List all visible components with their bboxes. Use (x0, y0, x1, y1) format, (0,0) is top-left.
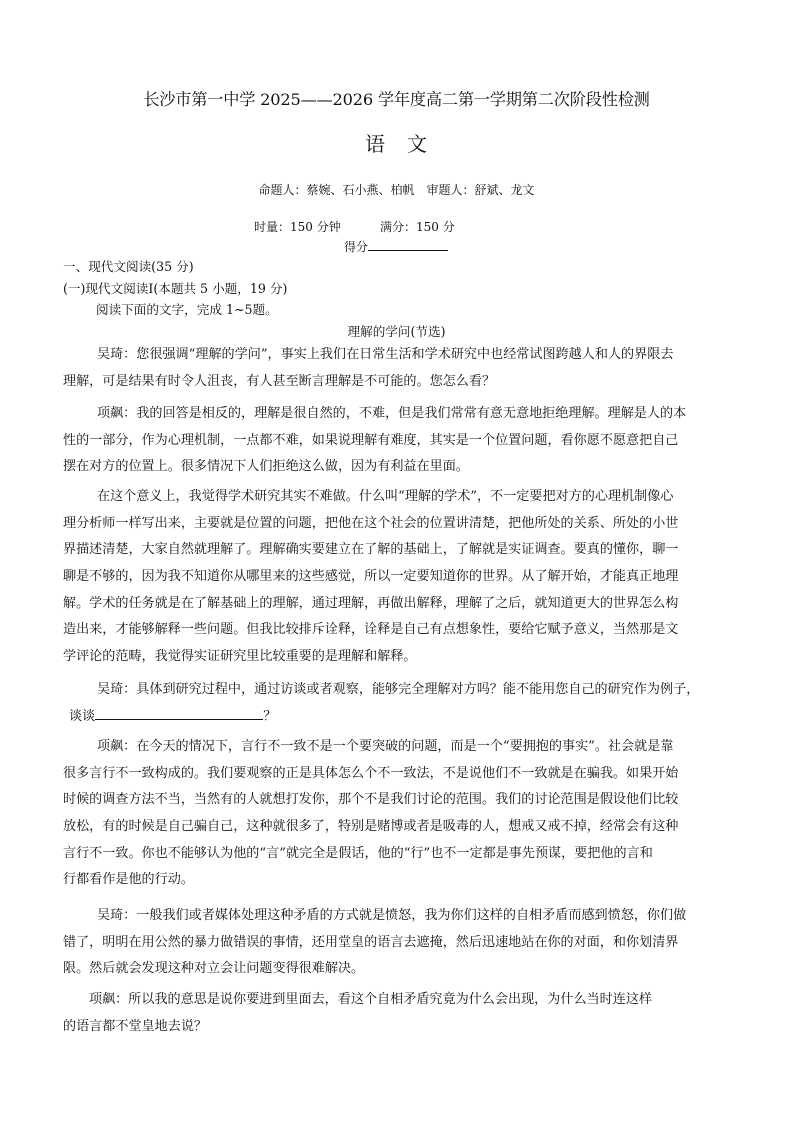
paragraph-6 (63, 903, 737, 983)
paragraph-line: 吴琦：您很强调“理解的学问”，事实上我们在日常生活和学术研究中也经常试图跨越人和人的界限去 (97, 347, 674, 362)
exam-title: 长沙市第一中学 2025——2026 学年度高二第一学期第二次阶段性检测 (143, 90, 650, 109)
paragraph-line-with-blank (63, 704, 737, 731)
paragraph-4 (63, 677, 737, 730)
paragraph-line: 在这个意义上，我觉得学术研究其实不难做。什么叫“理解的学术”，不一定要把对方的心理机制像心 (97, 489, 674, 504)
paragraph-line: 行都看作是他的行动。 (63, 872, 194, 888)
paragraph-line: 吴琦：具体到研究过程中，通过访谈或者观察，能够完全理解对方吗？能不能用您自己的研究作为例子， (97, 682, 700, 697)
paragraph-line: 限。然后就会发现这种对立会让问题变得很难解决。 (63, 961, 365, 977)
paragraph-line: 言行不一致。你也不能够认为他的“言”就完全是假话，他的“行”也不一定都是事先预谋，要把他的言和 (63, 845, 653, 861)
score-blank (368, 236, 448, 251)
paragraph-line: 理解，可是结果有时令人沮丧，有人甚至断言理解是不可能的。您怎么看？ (63, 373, 496, 389)
score-field (344, 236, 448, 255)
paragraph-line: 摆在对方的位置上。很多情况下人们拒绝这么做，因为有利益在里面。 (63, 459, 469, 475)
paragraph-line: 很多言行不一致构成的。我们要观察的正是具体怎么个不一致法，不是说他们不一致就是在骗我。如果开始 (63, 765, 679, 781)
section-heading: 一、现代文阅读(35 分) (63, 259, 194, 274)
paragraph-line: 放松，有的时候是自己骗自己，这种就很多了，特别是赌博或者是吸毒的人，想戒又戒不掉，经常会有这种 (63, 819, 679, 835)
paragraph-line: 时候的调查方法不当，当然有的人就想打发你，那个不是我们讨论的范围。我们的讨论范围是假设他们比较 (63, 792, 679, 808)
paragraph-line: 谈谈 (69, 708, 96, 724)
paragraph-line: 理分析师一样写出来，主要就是位置的问题，把他在这个社会的位置讲清楚，把他所处的关系、所处的小世 (63, 515, 679, 531)
score-field-label: 得分 (344, 240, 369, 254)
full-score: 满分：150 分 (380, 220, 455, 234)
paragraph-line: 项飙：在今天的情况下，言行不一致不是一个要突破的问题，而是一个“要拥抱的事实”。社会就是靠 (97, 739, 674, 754)
paragraph-line: 聊是不够的，因为我不知道你从哪里来的这些感觉，所以一定要知道你的世界。从了解开始，才能真正地理 (63, 569, 679, 585)
subject-title: 语 文 (365, 132, 428, 156)
paragraph-line: 的语言都不堂皇地去说？ (63, 1018, 208, 1034)
answer-blank[interactable] (95, 705, 263, 720)
paragraph-line: 吴琦：一般我们或者媒体处理这种矛盾的方式就是愤怒，我为你们这样的自相矛盾而感到愤怒，你们做 (97, 908, 687, 923)
paragraph-2 (63, 401, 737, 481)
paragraph-3 (63, 484, 737, 671)
question-mark: ？ (263, 708, 277, 724)
passage-title: 理解的学问(节选) (347, 324, 446, 339)
time-limit: 时量：150 分钟 (254, 220, 341, 234)
paragraph-line: 造出来，才能够解释一些问题。但我比较排斥诠释，诠释是自己有点想象性，要给它赋予意义，当然那是文 (63, 622, 679, 638)
paragraph-line: 解。学术的任务就是在了解基础上的理解，通过理解，再做出解释，理解了之后，就知道更大的世界怎么构 (63, 595, 679, 611)
reading-instruction: 阅读下面的文字，完成 1~5题。 (96, 302, 278, 317)
paragraph-line: 学评论的范畴，我觉得实证研究里比较重要的是理解和解释。 (63, 649, 417, 665)
paragraph-line: 项飙：所以我的意思是说你要进到里面去，看这个自相矛盾究竟为什么会出现，为什么当时连这样 (89, 992, 653, 1007)
paragraph-7 (63, 987, 737, 1040)
paragraph-1 (63, 342, 737, 395)
subsection-heading: (一)现代文阅读Ⅰ(本题共 5 小题，19 分) (63, 281, 288, 296)
paragraph-line: 性的一部分，作为心理机制，一点都不难，如果说理解有难度，其实是一个位置问题，看你愿不愿意把自己 (63, 432, 679, 448)
paragraph-line: 界描述清楚，大家自然就理解了。理解确实要建立在了解的基础上，了解就是实证调查。要真的懂你，聊一 (63, 542, 679, 558)
paragraph-line: 项飙：我的回答是相反的，理解是很自然的，不难，但是我们常常有意无意地拒绝理解。理解是人的本 (97, 406, 687, 421)
setters-line: 命题人：蔡婉、石小燕、柏帆 审题人：舒斌、龙文 (258, 183, 535, 197)
paragraph-line: 错了，明明在用公然的暴力做错误的事情，还用堂皇的语言去遮掩，然后迅速地站在你的对面，和你划清界 (63, 934, 679, 950)
paragraph-5 (63, 734, 737, 894)
